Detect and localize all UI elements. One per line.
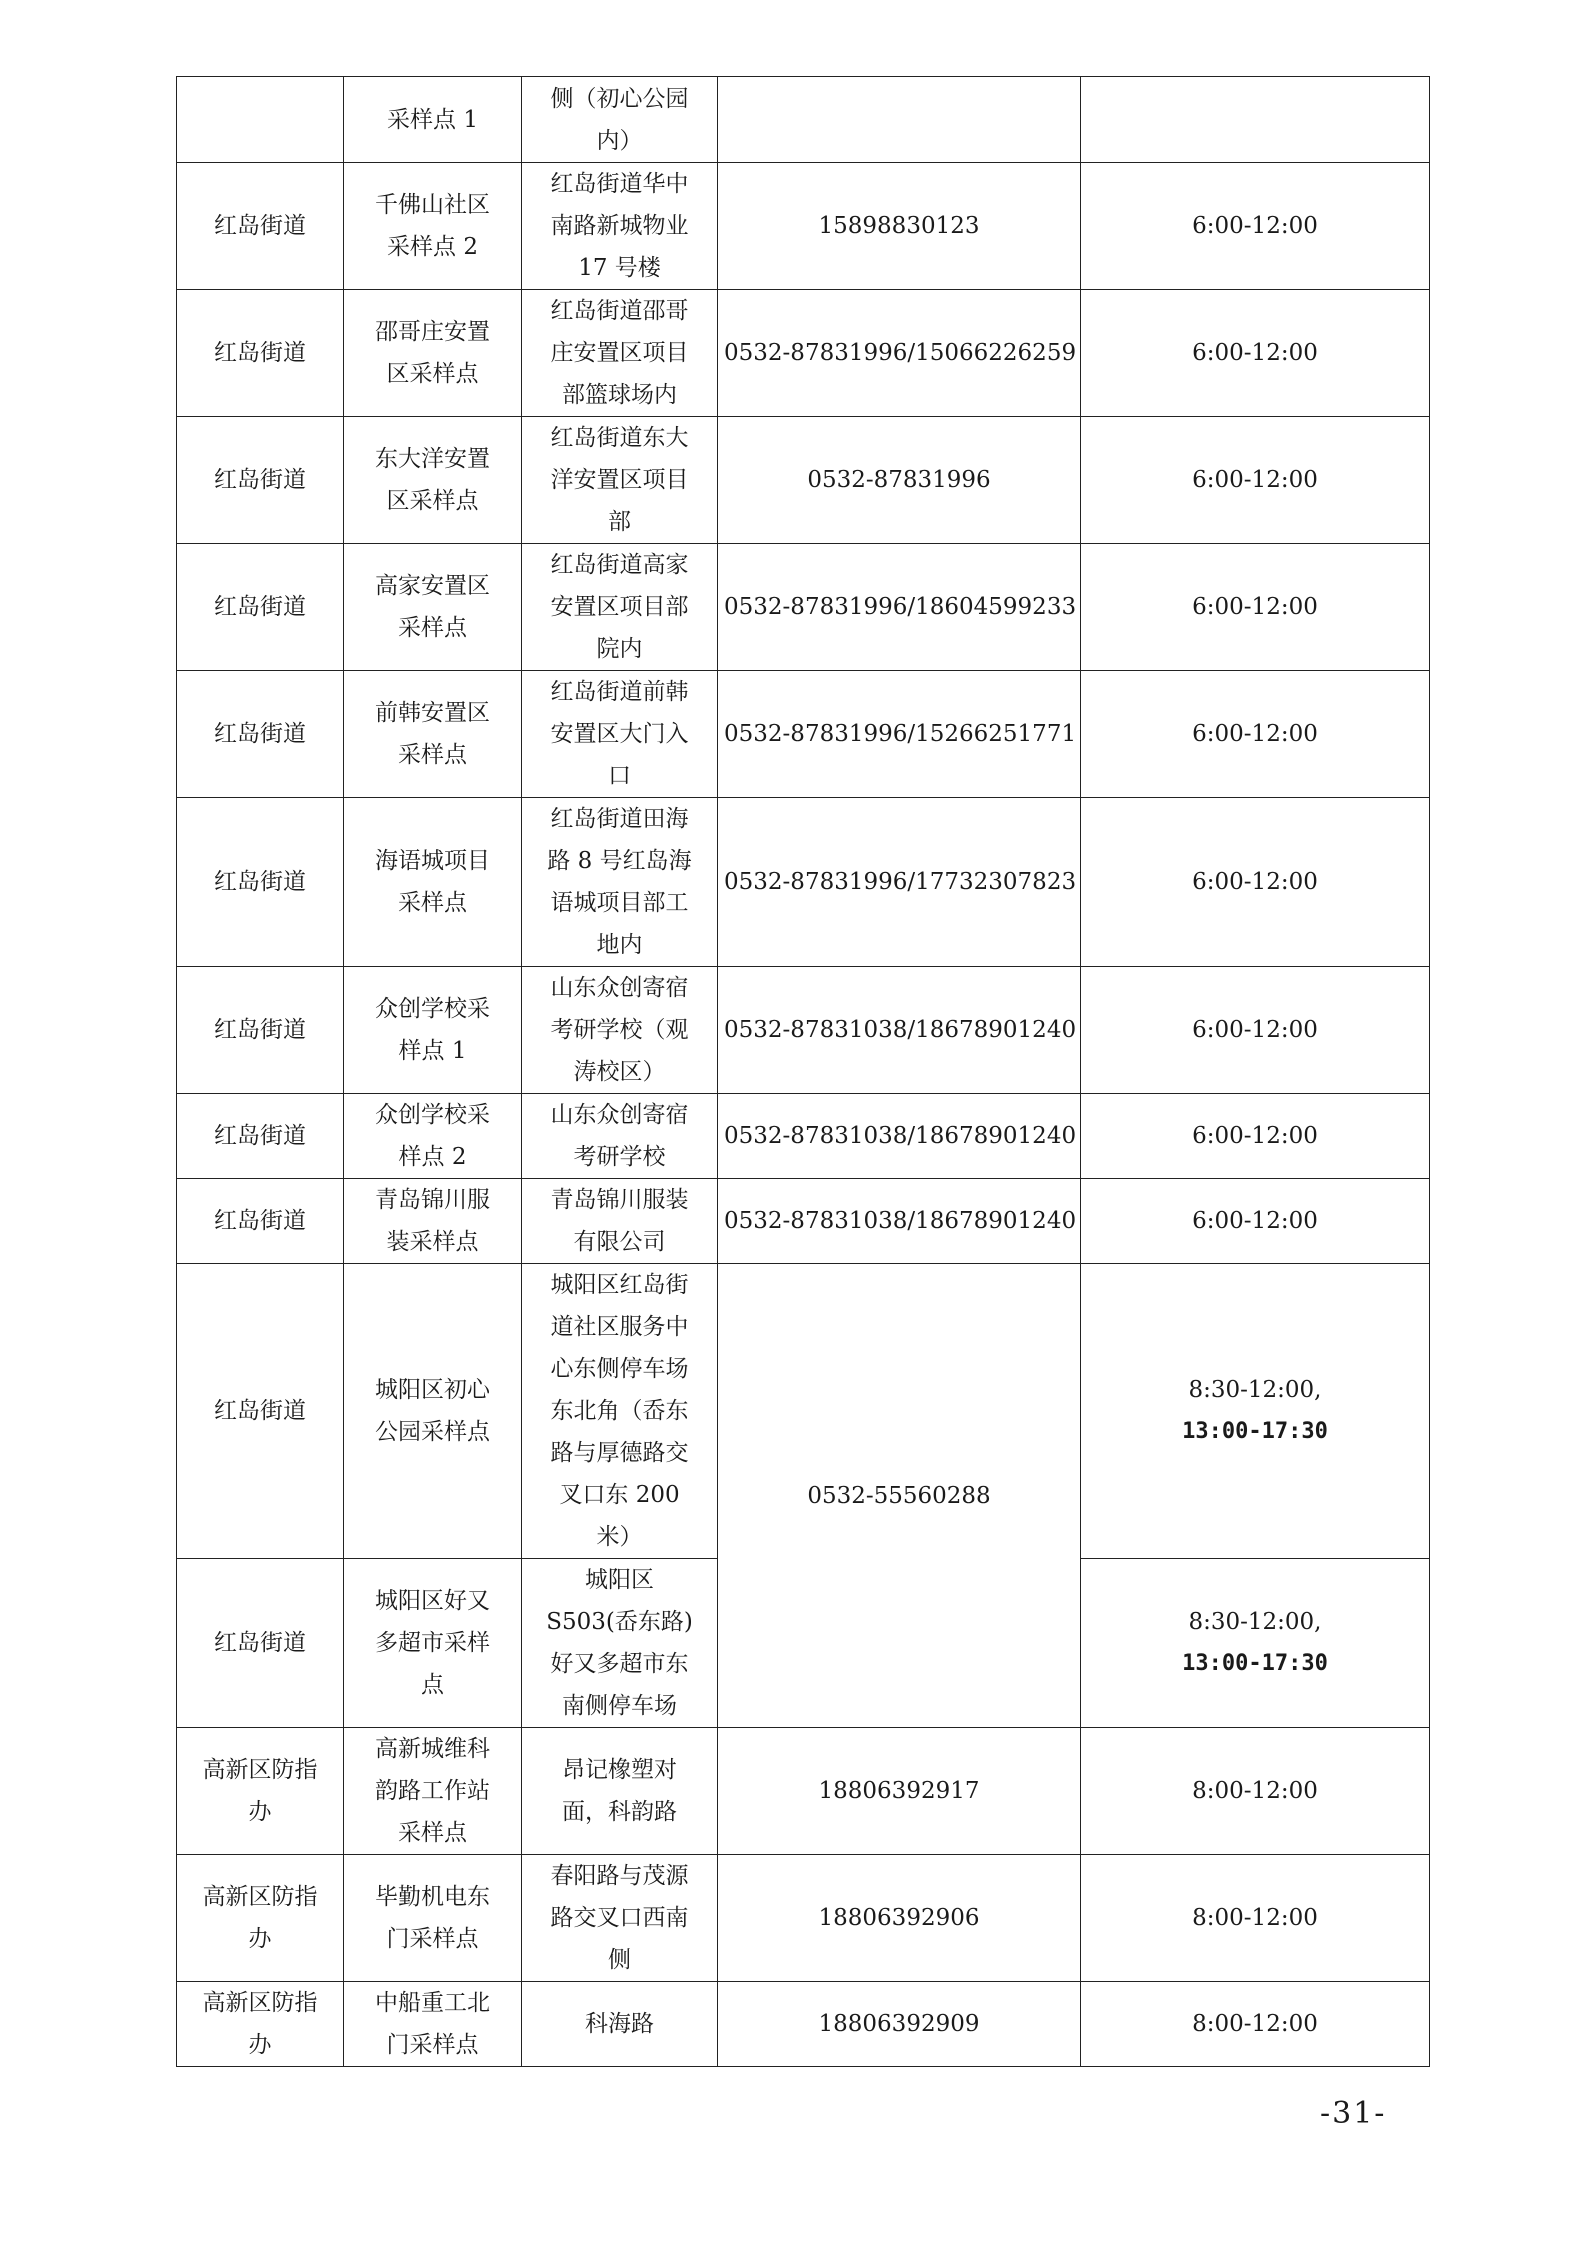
address-line: 地内 xyxy=(596,932,643,958)
phone-cell: 0532-87831038/18678901240 xyxy=(718,967,1081,1094)
office-line: 办 xyxy=(248,1799,272,1825)
address-cell xyxy=(522,1264,718,1559)
time-cell xyxy=(1081,1855,1430,1982)
office-line: 办 xyxy=(248,1926,272,1952)
phone-cell: 0532-87831996/15266251771 xyxy=(718,671,1081,798)
phone-cell: 0532-87831996/15066226259 xyxy=(718,290,1081,417)
time-cell xyxy=(1081,1559,1430,1728)
site-line: 采样点 2 xyxy=(387,234,478,260)
site-cell xyxy=(344,967,522,1094)
phone-cell: 0532-55560288 xyxy=(718,1264,1081,1728)
office-cell xyxy=(177,1982,344,2067)
phone-cell: 0532-87831038/18678901240 xyxy=(718,1094,1081,1179)
office-cell: 红岛街道 xyxy=(177,544,344,671)
address-line: 路 8 号红岛海 xyxy=(547,848,692,874)
time-cell xyxy=(1081,1094,1430,1179)
time-line: 6:00-12:00 xyxy=(1192,721,1318,747)
time-cell xyxy=(1081,1982,1430,2067)
address-line: 17 号楼 xyxy=(578,255,661,281)
address-line: 南侧停车场 xyxy=(562,1693,677,1719)
address-cell xyxy=(522,1728,718,1855)
address-line: 内） xyxy=(596,127,643,154)
time-line: 6:00-12:00 xyxy=(1192,467,1318,493)
address-line: 路交叉口西南 xyxy=(550,1905,689,1931)
site-line: 采样点 xyxy=(398,615,467,641)
address-line: 侧 xyxy=(608,1947,631,1973)
time-line: 6:00-12:00 xyxy=(1192,1017,1318,1043)
office-cell: 红岛街道 xyxy=(177,1559,344,1728)
time-line: 8:30-12:00, xyxy=(1188,1609,1322,1635)
site-line: 前韩安置区 xyxy=(375,700,490,726)
phone-cell: 0532-87831996/17732307823 xyxy=(718,798,1081,967)
address-line: 口 xyxy=(608,763,631,789)
address-line: 米） xyxy=(596,1524,643,1550)
site-line: 采样点 xyxy=(398,1820,467,1846)
address-cell xyxy=(522,1179,718,1264)
office-line: 高新区防指 xyxy=(202,1990,318,2016)
office-cell: 红岛街道 xyxy=(177,798,344,967)
table-row xyxy=(177,544,1430,671)
site-line: 毕勤机电东 xyxy=(375,1884,490,1910)
office-cell: 红岛街道 xyxy=(177,417,344,544)
address-line: 昂记橡塑对 xyxy=(562,1757,677,1783)
site-line: 采样点 1 xyxy=(387,106,478,133)
office-line: 办 xyxy=(248,2032,272,2058)
address-line: 山东众创寄宿 xyxy=(550,1102,689,1128)
time-cell xyxy=(1081,544,1430,671)
time-line: 8:00-12:00 xyxy=(1192,2011,1318,2037)
phone-cell: 0532-87831996 xyxy=(718,417,1081,544)
address-line: 春阳路与茂源 xyxy=(550,1863,689,1889)
table-row xyxy=(177,1094,1430,1179)
table-row xyxy=(177,290,1430,417)
phone-cell: 18806392909 xyxy=(718,1982,1081,2067)
address-cell xyxy=(522,1094,718,1179)
office-cell xyxy=(177,77,344,163)
page-number: -31- xyxy=(1320,2096,1387,2131)
phone-cell xyxy=(718,77,1081,163)
site-cell xyxy=(344,77,522,163)
table-row xyxy=(177,1982,1430,2067)
table-row xyxy=(177,163,1430,290)
site-line: 众创学校采 xyxy=(375,1102,490,1128)
office-line: 高新区防指 xyxy=(202,1884,318,1910)
site-line: 公园采样点 xyxy=(375,1419,490,1445)
office-cell xyxy=(177,1728,344,1855)
time-line: 13:00-17:30 xyxy=(1182,1419,1328,1444)
site-cell xyxy=(344,1179,522,1264)
sampling-sites-table xyxy=(176,76,1430,2067)
address-cell xyxy=(522,1982,718,2067)
address-line: 红岛街道邵哥 xyxy=(550,298,689,324)
time-line: 6:00-12:00 xyxy=(1192,594,1318,620)
site-line: 邵哥庄安置 xyxy=(375,319,490,345)
address-cell xyxy=(522,967,718,1094)
address-line: 好又多超市东 xyxy=(550,1651,689,1677)
time-line: 8:30-12:00, xyxy=(1188,1377,1322,1403)
address-line: 南路新城物业 xyxy=(550,213,689,239)
site-line: 装采样点 xyxy=(386,1229,479,1255)
address-line: 涛校区） xyxy=(573,1059,666,1085)
address-line: 心东侧停车场 xyxy=(550,1356,689,1382)
site-line: 城阳区初心 xyxy=(375,1377,490,1403)
address-line: 东北角（岙东 xyxy=(550,1398,689,1424)
time-cell xyxy=(1081,967,1430,1094)
table-row xyxy=(177,77,1430,163)
time-cell xyxy=(1081,77,1430,163)
time-cell xyxy=(1081,671,1430,798)
site-line: 区采样点 xyxy=(386,488,479,514)
site-line: 中船重工北 xyxy=(375,1990,490,2016)
address-line: 叉口东 200 xyxy=(559,1482,680,1508)
office-line: 高新区防指 xyxy=(202,1757,318,1783)
time-cell xyxy=(1081,1179,1430,1264)
site-cell xyxy=(344,1094,522,1179)
address-line: 院内 xyxy=(596,636,643,662)
site-line: 高新城维科 xyxy=(375,1736,490,1762)
site-cell xyxy=(344,544,522,671)
time-cell xyxy=(1081,798,1430,967)
table-row xyxy=(177,1179,1430,1264)
office-cell xyxy=(177,1855,344,1982)
table-row xyxy=(177,798,1430,967)
site-cell xyxy=(344,1264,522,1559)
address-cell xyxy=(522,290,718,417)
office-cell: 红岛街道 xyxy=(177,290,344,417)
site-line: 采样点 xyxy=(398,742,467,768)
site-cell xyxy=(344,671,522,798)
site-line: 千佛山社区 xyxy=(375,192,490,218)
table-row xyxy=(177,1855,1430,1982)
address-line: 城阳区 xyxy=(585,1567,654,1593)
site-cell xyxy=(344,163,522,290)
time-line: 8:00-12:00 xyxy=(1192,1905,1318,1931)
time-line: 6:00-12:00 xyxy=(1192,1208,1318,1234)
address-line: 红岛街道前韩 xyxy=(550,679,689,705)
address-cell xyxy=(522,671,718,798)
address-line: 红岛街道高家 xyxy=(550,552,689,578)
site-cell xyxy=(344,417,522,544)
phone-cell: 18806392917 xyxy=(718,1728,1081,1855)
address-line: 红岛街道东大 xyxy=(550,425,689,451)
address-line: 语城项目部工 xyxy=(550,890,689,916)
site-line: 点 xyxy=(421,1672,444,1698)
site-line: 区采样点 xyxy=(386,361,479,387)
address-line: 侧（初心公园 xyxy=(550,85,689,112)
site-line: 城阳区好又 xyxy=(375,1588,490,1614)
office-cell: 红岛街道 xyxy=(177,1094,344,1179)
address-cell xyxy=(522,798,718,967)
office-cell: 红岛街道 xyxy=(177,1179,344,1264)
site-line: 门采样点 xyxy=(386,1926,479,1952)
time-line: 8:00-12:00 xyxy=(1192,1778,1318,1804)
site-line: 海语城项目 xyxy=(375,848,490,874)
office-cell: 红岛街道 xyxy=(177,671,344,798)
site-line: 高家安置区 xyxy=(375,573,490,599)
table-row xyxy=(177,671,1430,798)
office-cell: 红岛街道 xyxy=(177,967,344,1094)
address-line: 面，科韵路 xyxy=(562,1799,677,1825)
address-line: 山东众创寄宿 xyxy=(550,975,689,1001)
address-line: 城阳区红岛街 xyxy=(550,1272,689,1298)
table-row xyxy=(177,417,1430,544)
site-line: 东大洋安置 xyxy=(375,446,490,472)
phone-cell: 0532-87831996/18604599233 xyxy=(718,544,1081,671)
site-line: 青岛锦川服 xyxy=(375,1187,490,1213)
address-cell xyxy=(522,1559,718,1728)
office-cell: 红岛街道 xyxy=(177,163,344,290)
time-line: 13:00-17:30 xyxy=(1182,1651,1328,1676)
time-cell xyxy=(1081,1264,1430,1559)
address-line: 考研学校 xyxy=(573,1144,666,1170)
address-line: 洋安置区项目 xyxy=(550,467,689,493)
office-cell: 红岛街道 xyxy=(177,1264,344,1559)
site-cell xyxy=(344,1855,522,1982)
site-line: 韵路工作站 xyxy=(375,1778,490,1804)
site-cell xyxy=(344,1728,522,1855)
address-cell xyxy=(522,544,718,671)
site-line: 样点 2 xyxy=(398,1144,467,1170)
address-line: 考研学校（观 xyxy=(550,1017,689,1043)
phone-cell: 0532-87831038/18678901240 xyxy=(718,1179,1081,1264)
table-row xyxy=(177,1728,1430,1855)
time-line: 6:00-12:00 xyxy=(1192,869,1318,895)
address-cell xyxy=(522,417,718,544)
site-line: 样点 1 xyxy=(398,1038,467,1064)
address-cell xyxy=(522,77,718,163)
table-row xyxy=(177,967,1430,1094)
site-line: 众创学校采 xyxy=(375,996,490,1022)
time-cell xyxy=(1081,163,1430,290)
table-row xyxy=(177,1264,1430,1559)
address-line: 安置区项目部 xyxy=(550,594,689,620)
address-line: 红岛街道田海 xyxy=(550,806,689,832)
address-cell xyxy=(522,1855,718,1982)
phone-cell: 15898830123 xyxy=(718,163,1081,290)
time-line: 6:00-12:00 xyxy=(1192,213,1318,239)
site-cell xyxy=(344,290,522,417)
site-cell xyxy=(344,798,522,967)
address-line: 部篮球场内 xyxy=(562,382,677,408)
phone-cell: 18806392906 xyxy=(718,1855,1081,1982)
time-cell xyxy=(1081,290,1430,417)
address-line: 庄安置区项目 xyxy=(550,340,689,366)
address-line: 部 xyxy=(608,509,631,535)
address-cell xyxy=(522,163,718,290)
address-line: 道社区服务中 xyxy=(550,1314,689,1340)
site-cell xyxy=(344,1982,522,2067)
address-line: 路与厚德路交 xyxy=(550,1440,689,1466)
site-line: 门采样点 xyxy=(386,2032,479,2058)
address-line: S503(岙东路) xyxy=(546,1609,693,1635)
address-line: 科海路 xyxy=(585,2011,654,2037)
time-cell xyxy=(1081,1728,1430,1855)
site-line: 采样点 xyxy=(398,890,467,916)
time-cell xyxy=(1081,417,1430,544)
time-line: 6:00-12:00 xyxy=(1192,1123,1318,1149)
address-line: 红岛街道华中 xyxy=(550,171,689,197)
time-line: 6:00-12:00 xyxy=(1192,340,1318,366)
site-cell xyxy=(344,1559,522,1728)
site-line: 多超市采样 xyxy=(375,1630,490,1656)
address-line: 青岛锦川服装 xyxy=(550,1187,689,1213)
address-line: 有限公司 xyxy=(573,1229,666,1255)
address-line: 安置区大门入 xyxy=(550,721,689,747)
